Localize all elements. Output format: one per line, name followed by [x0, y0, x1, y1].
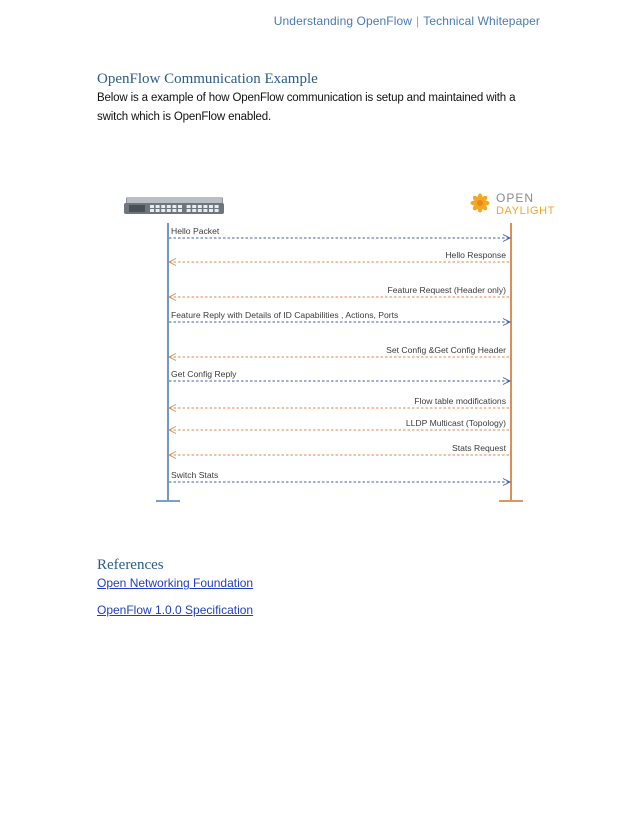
message-to-controller — [169, 470, 510, 486]
message-label: Get Config Reply — [171, 369, 237, 379]
reference-item — [97, 603, 253, 617]
message-to-switch — [169, 418, 510, 434]
message-label: Feature Reply with Details of ID Capabilities , Actions, Ports — [171, 310, 399, 320]
message-to-controller — [169, 310, 510, 326]
message-label: Hello Response — [445, 250, 506, 260]
message-label: Flow table modifications — [414, 396, 506, 406]
message-to-switch — [169, 285, 510, 301]
message-to-switch — [169, 345, 510, 361]
logo-text-open: OPEN — [496, 191, 535, 205]
message-label: Feature Request (Header only) — [387, 285, 506, 295]
opendaylight-flower-icon — [471, 194, 490, 213]
message-label: Hello Packet — [171, 226, 220, 236]
opendaylight-logo — [471, 191, 556, 217]
message-label: LLDP Multicast (Topology) — [405, 418, 506, 428]
header-separator: | — [416, 14, 420, 28]
message-to-controller — [169, 369, 510, 385]
header-doc-subtitle: Technical Whitepaper — [423, 14, 540, 28]
message-label: Stats Request — [452, 443, 506, 453]
link-openflow-spec[interactable]: OpenFlow 1.0.0 Specification — [97, 603, 254, 617]
message-to-switch — [169, 443, 510, 459]
section-title-references: References — [97, 557, 164, 573]
header-doc-title: Understanding OpenFlow — [273, 14, 413, 28]
section-title-communication-example: OpenFlow Communication Example — [97, 71, 318, 87]
intro-paragraph: Below is a example of how OpenFlow communication is setup and maintained with a switch which is OpenFlow enabled. — [97, 92, 516, 123]
message-to-switch — [169, 250, 510, 266]
link-open-networking-foundation[interactable]: Open Networking Foundation — [97, 576, 254, 590]
message-list — [169, 226, 510, 486]
message-label: Switch Stats — [171, 470, 219, 480]
network-switch-icon — [124, 197, 224, 214]
message-to-switch — [169, 396, 510, 412]
message-to-controller — [169, 226, 510, 242]
message-label: Set Config &Get Config Header — [386, 345, 506, 355]
logo-text-daylight: DAYLIGHT — [496, 205, 555, 217]
reference-item — [97, 576, 253, 590]
